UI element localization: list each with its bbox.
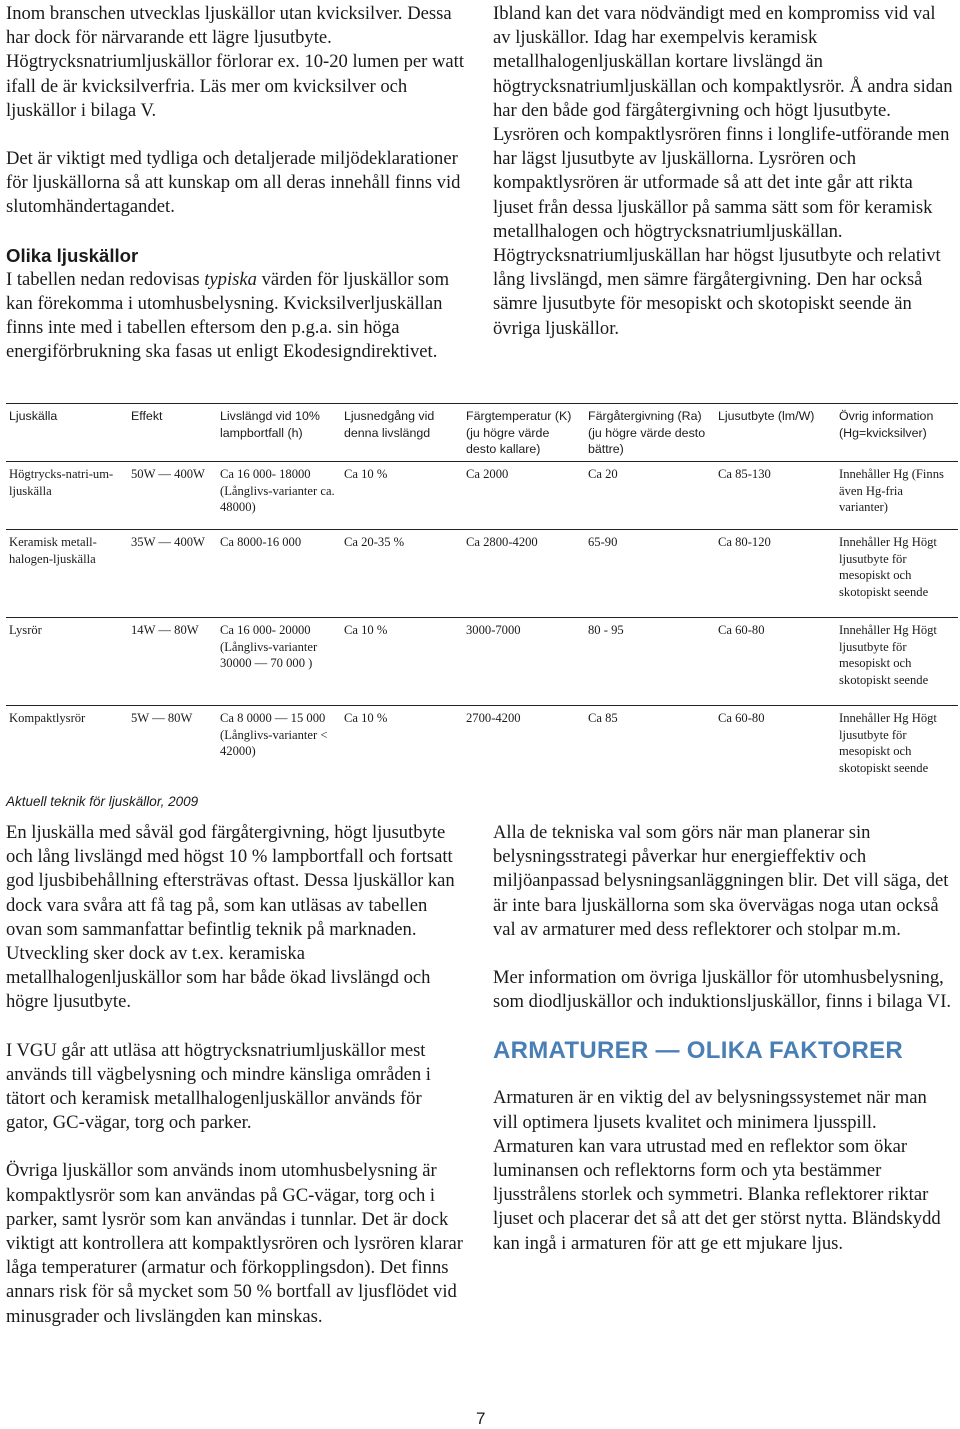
section-heading-armaturer: ARMATURER — OLIKA FAKTORER bbox=[493, 1037, 904, 1065]
table-cell: Ca 60-80 bbox=[718, 622, 765, 637]
table-cell: Ca 85 bbox=[588, 710, 618, 725]
top-left-column bbox=[6, 2, 468, 365]
paragraph-compromise: Ibland kan det vara nödvändigt med en kompromiss vid val av ljuskällor. Idag har exempelvis keramisk metallhalogenljuskällan kortare livslängd än högtrycksnatriumljuskällan och kompaktlysrör. Å andra sidan har den både god färgåtergivning och högt ljusutbyte. Lysrören och kompaktlysrören finns i longlife-utförande men har lägst ljusutbyte av ljuskällorna. Lysrören och kompaktlysrören är utformade så att det inte går att rikta ljuset från dessa ljuskällor på samma sätt som för keramisk metallhalogen och högtrycksnatriumljuskällan. Högtrycksnatriumljuskällan har högst ljusutbyte och relativt lång livslängd, men sämre färgåtergivning. Den har också sämre ljusutbyte för mesopiskt och skotopiskt seende än övriga ljuskällor. bbox=[493, 3, 953, 339]
table-cell: Ca 60-80 bbox=[718, 710, 765, 725]
paragraph-table-intro bbox=[6, 268, 468, 365]
table-row bbox=[6, 529, 958, 617]
paragraph-more-information: Mer information om övriga ljuskällor för utomhusbelysning, som diodljuskällor och induktionsljuskällor, finns i bilaga VI. bbox=[493, 967, 952, 1013]
table-cell: 2700-4200 bbox=[466, 710, 521, 725]
header-ljusutbyte: Ljusutbyte (lm/W) bbox=[718, 409, 815, 423]
table-row bbox=[6, 617, 958, 705]
top-right-column bbox=[493, 2, 955, 341]
table-cell: Innehåller Hg Högt ljusutbyte för mesopiskt och skotopiskt seende bbox=[839, 710, 937, 776]
table-intro-emphasis: typiska bbox=[204, 268, 257, 290]
table-cell: Innehåller Hg (Finns även Hg-fria varianter) bbox=[839, 466, 944, 515]
table-cell: Ca 20 bbox=[588, 466, 618, 481]
paragraph-other-light-sources: Övriga ljuskällor som används inom utomhusbelysning är kompaktlysrör som kan användas på GC-vägar, torg och i parker, samt lysrör som kan användas i tunnlar. Det är dock viktigt att kontrollera att kompaktlysrören och lysrören klarar låga temperaturer (armatur och förkopplingsdon). Det finns annars risk för så mycket som 50 % bortfall av ljusflödet vid minusgrader och livslängden kan minskas. bbox=[6, 1160, 463, 1327]
table-cell: Ca 8000-16 000 bbox=[220, 534, 302, 549]
table-cell: 35W — 400W bbox=[131, 534, 205, 549]
table-cell: Innehåller Hg Högt ljusutbyte för mesopiskt och skotopiskt seende bbox=[839, 534, 937, 600]
table-cell: 5W — 80W bbox=[131, 710, 193, 725]
table-cell: Ca 2000 bbox=[466, 466, 509, 481]
table-cell: Ca 80-120 bbox=[718, 534, 771, 549]
table-intro-text-1: I tabellen nedan redovisas bbox=[6, 268, 205, 290]
paragraph-vgu: I VGU går att utläsa att högtrycksnatriumljuskällor mest används till vägbelysning och mindre känsliga områden i tätort och keramisk metallhalogenljuskällor används för gator, GC-vägar, torg och parker. bbox=[6, 1039, 431, 1134]
table-cell: Innehåller Hg Högt ljusutbyte för mesopiskt och skotopiskt seende bbox=[839, 622, 937, 688]
header-effekt: Effekt bbox=[131, 409, 163, 423]
table-cell: Lysrör bbox=[9, 622, 42, 637]
table-cell: 14W — 80W bbox=[131, 622, 199, 637]
header-ljuskalla: Ljuskälla bbox=[9, 409, 58, 423]
header-ovrig-information: Övrig information (Hg=kvicksilver) bbox=[839, 409, 934, 440]
page-number: 7 bbox=[476, 1409, 486, 1428]
table-cell: Ca 10 % bbox=[344, 466, 388, 481]
subheading-light-sources: Olika ljuskällor bbox=[6, 244, 139, 266]
table-cell: 50W — 400W bbox=[131, 466, 205, 481]
table-cell: Ca 2800-4200 bbox=[466, 534, 538, 549]
bottom-right-column bbox=[493, 821, 955, 1256]
table-row bbox=[6, 705, 958, 791]
header-ljusnedgang: Ljusnedgång vid denna livslängd bbox=[344, 409, 435, 440]
paragraph-technical-choices: Alla de tekniska val som görs när man planerar sin belysningsstrategi påverkar hur energieffektiv och miljöanpassad belysningsanläggningen blir. Det vill säga, det är inte bara ljuskällorna som ska övervägas noga utan också val av armaturer med dess reflektorer och stolpar m.m. bbox=[493, 822, 949, 940]
table-cell: Keramisk metall-halogen-ljuskälla bbox=[9, 534, 97, 566]
table-cell: 3000-7000 bbox=[466, 622, 521, 637]
table-cell: Ca 10 % bbox=[344, 710, 388, 725]
header-fargatergivning: Färgåtergivning (Ra) (ju högre värde desto bättre) bbox=[588, 409, 706, 457]
header-livslangd: Livslängd vid 10% lampbortfall (h) bbox=[220, 409, 320, 440]
table-header-row bbox=[6, 404, 958, 462]
paragraph-armaturen: Armaturen är en viktig del av belysningssystemet när man vill optimera ljusets kvalitet och minimera ljusspill. Armaturen kan vara utrustad med en reflektor som ökar luminansen och reflektorns form och yta bestämmer ljusstrålens storlek och symmetri. Blanka reflektorer riktar ljuset och placerar det så att det ger störst nytta. Bländskydd kan ingå i armaturen för att ge ett mjukare ljus. bbox=[493, 1087, 941, 1254]
table-cell: Ca 8 0000 — 15 000 (Långlivs-varianter < 42000) bbox=[220, 710, 328, 759]
bottom-left-column bbox=[6, 821, 468, 1329]
paragraph-environmental-declarations: Det är viktigt med tydliga och detaljerade miljödeklarationer för ljuskällorna så att kunskap om all deras innehåll finns vid slutomhändertagandet. bbox=[6, 148, 461, 218]
table-cell: Högtrycks-natri-um-ljuskälla bbox=[9, 466, 114, 498]
table-row bbox=[6, 461, 958, 529]
table-cell: 80 - 95 bbox=[588, 622, 624, 637]
table-intro-text-2: värden för ljuskällor som kan förekomma i utomhusbelysning. Kvicksilverljuskällan finns inte med i tabellen eftersom den p.g.a. sin höga energiförbrukning ska fasas ut enligt Ekodesigndirektivet. bbox=[6, 268, 450, 363]
table-cell: Ca 16 000- 20000 (Långlivs-varianter 30000 — 70 000 ) bbox=[220, 622, 318, 671]
table-cell: Ca 10 % bbox=[344, 622, 388, 637]
table-cell: Ca 85-130 bbox=[718, 466, 771, 481]
header-fargtemperatur: Färgtemperatur (K) (ju högre värde desto kallare) bbox=[466, 409, 572, 457]
paragraph-mercury-free: Inom branschen utvecklas ljuskällor utan kvicksilver. Dessa har dock för närvarande ett lägre ljusutbyte. Högtrycksnatriumljuskällor förlorar ex. 10-20 lumen per watt ifall de är kvicksilverfria. Läs mer om kvicksilver och ljuskällor i bilaga V. bbox=[6, 3, 465, 121]
table-cell: Kompaktlysrör bbox=[9, 710, 86, 725]
light-source-table bbox=[6, 403, 958, 791]
table-cell: Ca 16 000- 18000 (Långlivs-varianter ca. 48000) bbox=[220, 466, 335, 515]
table-cell: 65-90 bbox=[588, 534, 618, 549]
paragraph-ideal-light-source: En ljuskälla med såväl god färgåtergivning, högt ljusutbyte och lång livslängd med högst 10 % lampbortfall och fortsatt god ljusbibehållning eftersträvas oftast. Dessa ljuskällor kan dock vara svåra att få tag på, som kan utläsas av tabellen ovan som sammanfattar befintlig teknik på marknaden. Utveckling sker dock av t.ex. keramiska metallhalogenljuskällor som har både ökad livslängd och högre ljusutbyte. bbox=[6, 822, 455, 1013]
table-cell: Ca 20-35 % bbox=[344, 534, 405, 549]
table-caption: Aktuell teknik för ljuskällor, 2009 bbox=[6, 794, 199, 809]
